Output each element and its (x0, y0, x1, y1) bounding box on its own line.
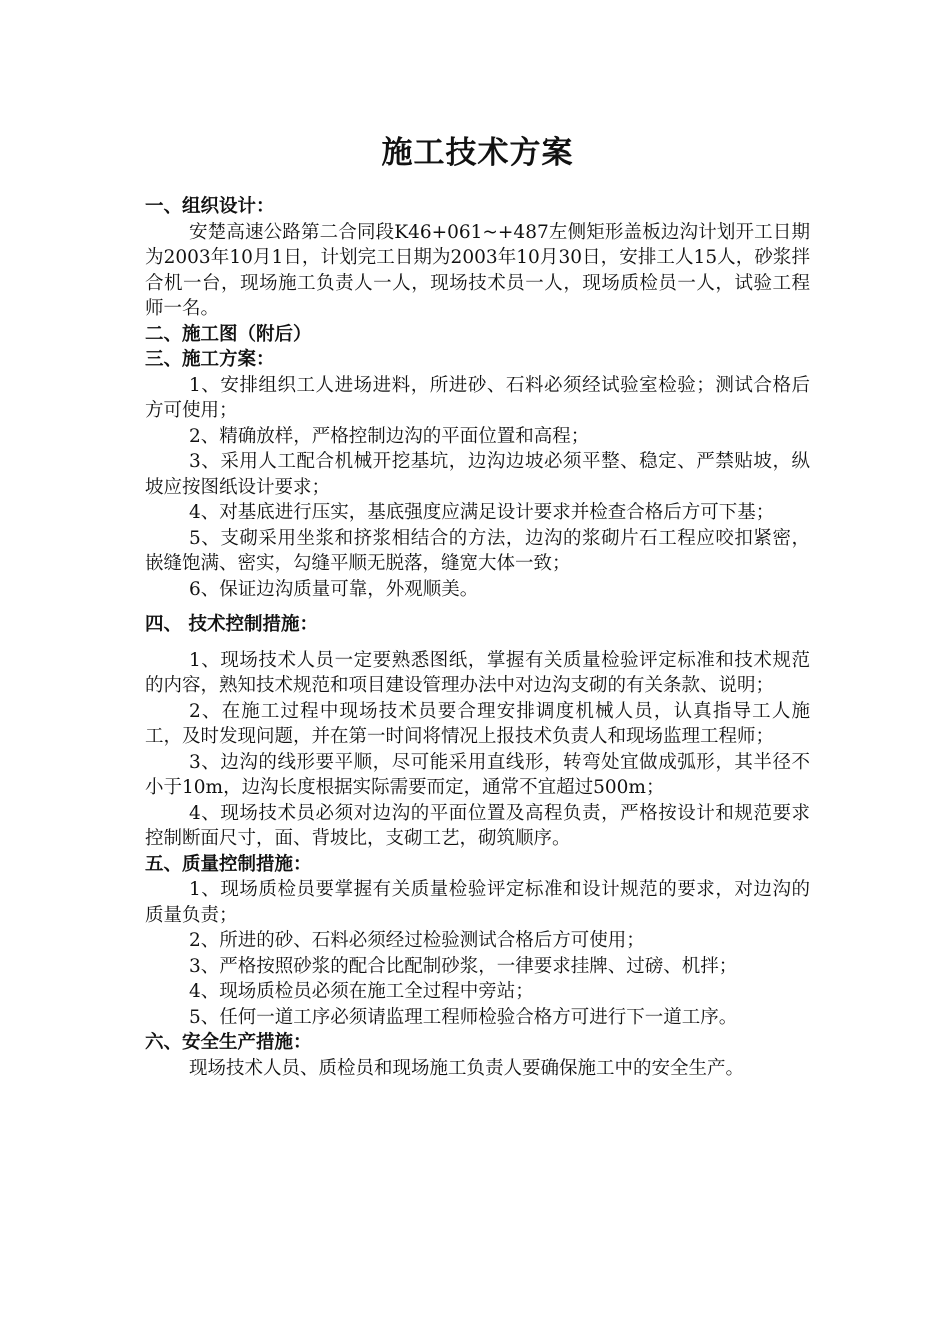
section-paragraph: 2、所进的砂、石料必须经过检验测试合格后方可使用； (189, 930, 645, 951)
section-heading: 四、 技术控制措施： (145, 614, 318, 635)
section-paragraph: 1、现场质检员要掌握有关质量检验评定标准和设计规范的要求，对边沟的质量负责； (145, 879, 810, 926)
section-technical-control (145, 612, 810, 852)
section-paragraph: 2、精确放样，严格控制边沟的平面位置和高程； (189, 425, 590, 447)
section-heading: 六、安全生产措施： (145, 1032, 312, 1053)
section-paragraph: 4、现场技术员必须对边沟的平面位置及高程负责，严格按设计和规范要求控制断面尺寸，面、背坡比，支砌工艺，砌筑顺序。 (145, 802, 810, 849)
document-page (145, 128, 810, 1081)
section-paragraph: 1、安排组织工人进场进料，所进砂、石料必须经试验室检验；测试合格后方可使用； (145, 374, 810, 421)
section-paragraph: 3、严格按照砂浆的配合比配制砂浆，一律要求挂牌、过磅、机拌； (189, 955, 738, 977)
section-paragraph: 安楚高速公路第二合同段K46+061~+487左侧矩形盖板边沟计划开工日期为2003年10月1日，计划完工日期为2003年10月30日，安排工人15人，砂浆拌合机一台，现场施工负责人一人，现场技术员一人，现场质检员一人，试验工程师一名。 (145, 221, 810, 319)
section-drawings (145, 322, 810, 348)
section-paragraph: 3、采用人工配合机械开挖基坑，边沟边坡必须平整、稳定、严禁贴坡，纵坡应按图纸设计要求； (145, 451, 810, 498)
section-heading: 二、施工图（附后） (145, 323, 312, 345)
section-paragraph: 5、任何一道工序必须请监理工程师检验合格方可进行下一道工序。 (189, 1006, 738, 1028)
section-paragraph: 6、保证边沟质量可靠，外观顺美。 (189, 578, 479, 600)
section-heading: 五、质量控制措施： (145, 853, 312, 875)
section-organization (145, 194, 810, 322)
section-quality-control (145, 852, 810, 1031)
section-paragraph: 5、支砌采用坐浆和挤浆相结合的方法，边沟的浆砌片石工程应咬扣紧密，嵌缝饱满、密实，勾缝平顺无脱落，缝宽大体一致； (145, 527, 810, 574)
section-heading: 三、施工方案： (145, 349, 275, 370)
section-heading: 一、组织设计： (145, 196, 275, 217)
section-safety (145, 1030, 810, 1081)
section-paragraph: 1、现场技术人员一定要熟悉图纸，掌握有关质量检验评定标准和技术规范的内容，熟知技术规范和项目建设管理办法中对边沟支砌的有关条款、说明； (145, 649, 810, 696)
section-paragraph: 3、边沟的线形要平顺，尽可能采用直线形，转弯处宜做成弧形，其半径不小于10m，边沟长度根据实际需要而定，通常不宜超过500m； (145, 751, 810, 798)
section-paragraph: 4、现场质检员必须在施工全过程中旁站； (189, 981, 534, 1002)
document-title: 施工技术方案 (381, 135, 574, 171)
section-paragraph: 2、在施工过程中现场技术员要合理安排调度机械人员，认真指导工人施工，及时发现问题，并在第一时间将情况上报技术负责人和现场监理工程师； (145, 700, 810, 747)
section-paragraph: 现场技术人员、质检员和现场施工负责人要确保施工中的安全生产。 (189, 1057, 745, 1079)
section-construction-plan (145, 347, 810, 602)
section-paragraph: 4、对基底进行压实，基底强度应满足设计要求并检查合格后方可下基； (189, 502, 775, 523)
